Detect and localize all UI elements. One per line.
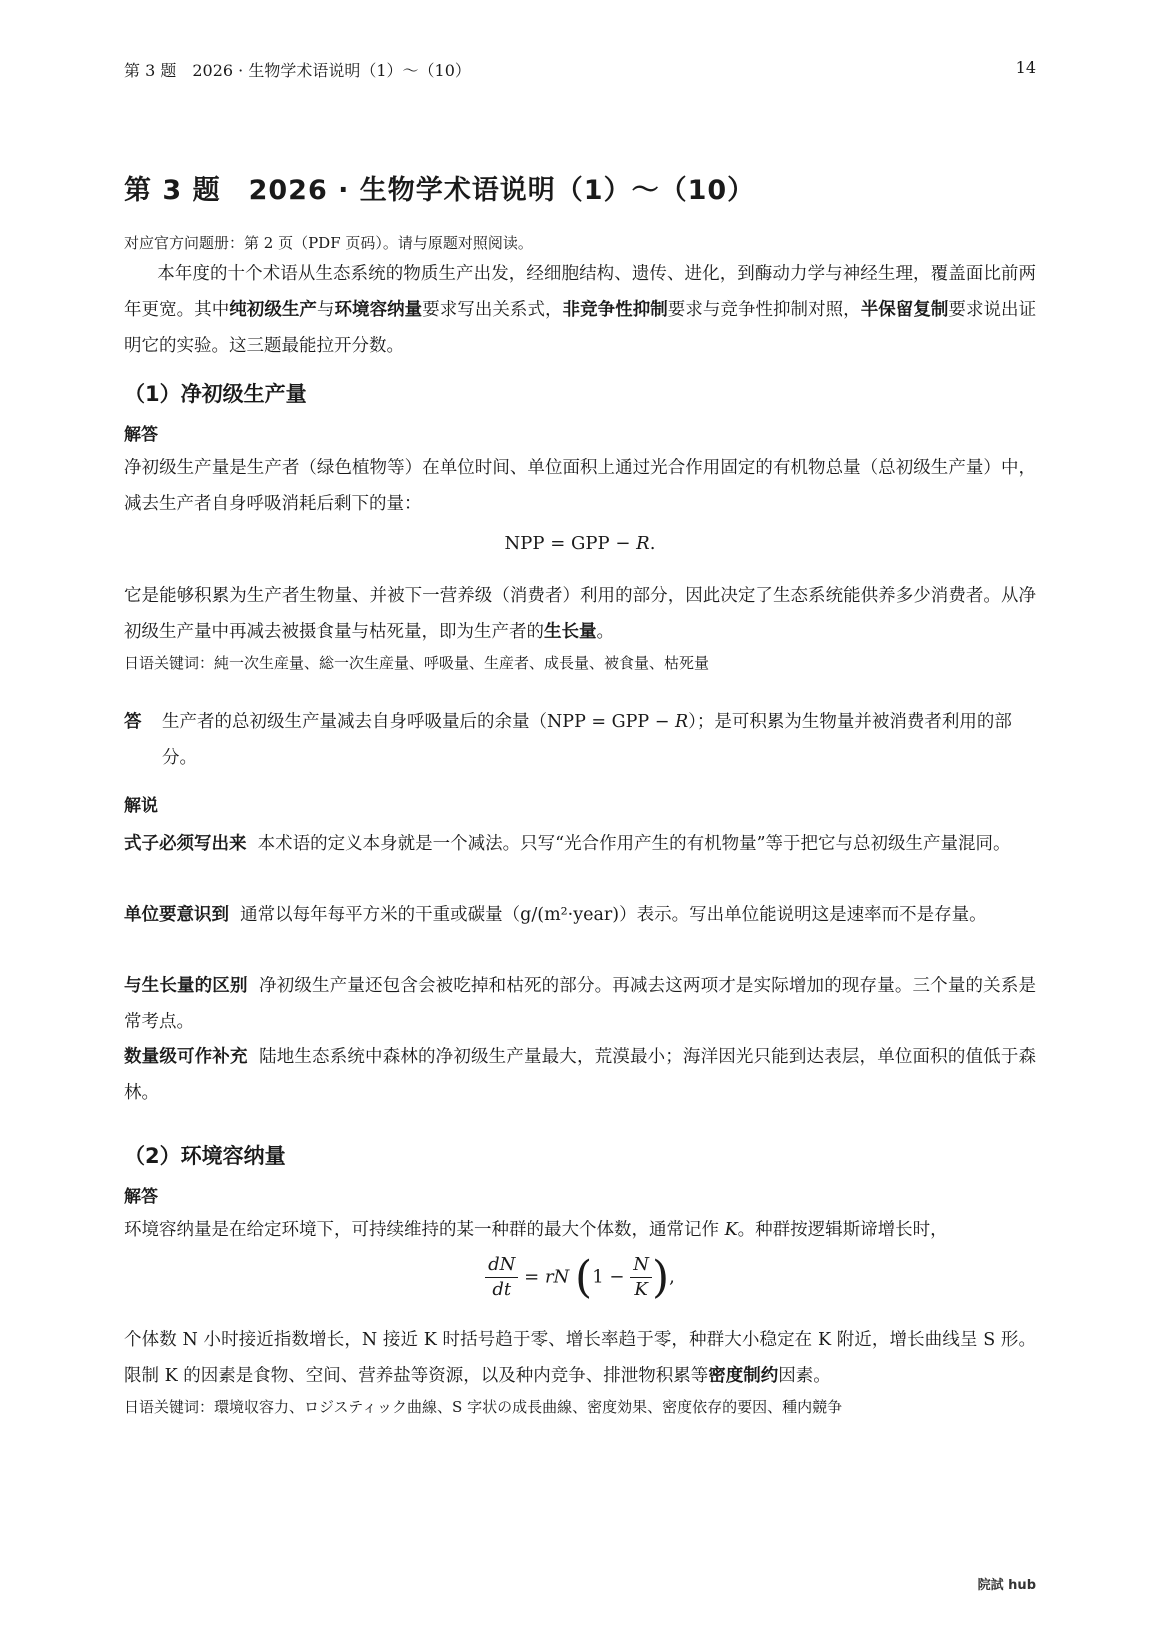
section-1-answer-label: 解答 xyxy=(124,425,158,445)
explain-point xyxy=(124,1039,1036,1111)
section-2-heading: （2）环境容纳量 xyxy=(124,1144,286,1168)
section-2-keywords: 日语关键词：環境収容力、ロジスティック曲線、S 字状の成長曲線、密度効果、密度依存的要因、種内競争 xyxy=(124,1398,843,1416)
intro-text: 与 xyxy=(316,300,335,320)
density-term: 密度制约 xyxy=(708,1366,779,1386)
section-1-answer xyxy=(124,704,1036,776)
page-title: 第 3 题 2026 · 生物学术语说明（1）～（10） xyxy=(124,175,756,206)
explain-point-label: 与生长量的区别 xyxy=(124,976,248,996)
answer-text: 生产者的总初级生产量减去自身呼吸量后的余量（NPP = GPP − R）；是可积累为生物量并被消费者利用的部分。 xyxy=(162,712,1012,768)
running-header xyxy=(124,58,1036,82)
section-2-paragraph-2: 个体数 N 小时接近指数增长，N 接近 K 时括号趋于零、增长率趋于零，种群大小稳定在 K 附近，增长曲线呈 S 形。限制 K 的因素是食物、空间、营养盐等资源，以及种内竞争、排泄物积累等密度制约因素。 xyxy=(124,1330,1036,1386)
page-number: 14 xyxy=(1015,58,1036,77)
section-2-answer-label: 解答 xyxy=(124,1187,158,1207)
intro-term: 非竞争性抑制 xyxy=(562,300,668,320)
section-1-explain-label: 解说 xyxy=(124,796,158,816)
intro-text: 要求说出证明它的实验。这三题最能拉开分数。 xyxy=(124,300,1037,356)
section-1-keywords: 日语关键词：純一次生産量、総一次生産量、呼吸量、生産者、成長量、被食量、枯死量 xyxy=(124,654,710,672)
intro-text: 本年度的十个术语从生态系统的物质生产出发，经细胞结构、遗传、进化，到酶动力学与神经生理，覆盖面比前两年更宽。其中 xyxy=(124,264,1036,320)
answer-mark: 答 xyxy=(124,712,142,732)
intro-term: 环境容纳量 xyxy=(334,300,423,320)
logistic-equation: $\frac{dN}{dt}$ = rN (1 − $\frac{N}{K}$ ), xyxy=(124,1252,1036,1303)
fraction-dn-dt: $\frac{dN}{dt}$ xyxy=(485,1253,518,1302)
section-1-paragraph-2: 它是能够积累为生产者生物量、并被下一营养级（消费者）利用的部分，因此决定了生态系统能供养多少消费者。从净初级生产量中再减去被摄食量与枯死量，即为生产者的生长量。 xyxy=(124,586,1036,642)
source-note: 对应官方问题册：第 2 页（PDF 页码）。请与原题对照阅读。 xyxy=(124,234,533,252)
explain-point-text: 本术语的定义本身就是一个减法。只写“光合作用产生的有机物量”等于把它与总初级生产量混同。 xyxy=(257,834,1011,854)
explain-point xyxy=(124,968,1036,1040)
intro-term: 纯初级生产 xyxy=(229,300,317,320)
intro-text: 要求写出关系式， xyxy=(422,300,563,320)
section-1-heading: （1）净初级生产量 xyxy=(124,382,307,406)
growth-term: 生长量 xyxy=(544,622,597,642)
explain-point-text: 通常以每年每平方米的干重或碳量（g/(m²·year)）表示。写出单位能说明这是速率而不是存量。 xyxy=(240,905,987,925)
explain-point xyxy=(124,826,1036,862)
explain-point-label: 数量级可作补充 xyxy=(124,1047,248,1067)
npp-formula: NPP = GPP − R. xyxy=(504,533,656,554)
fraction-n-k: $\frac{N}{K}$ xyxy=(630,1253,652,1302)
section-2-definition: 环境容纳量是在给定环境下，可持续维持的某一种群的最大个体数，通常记作 K。种群按逻辑斯谛增长时， xyxy=(124,1220,948,1240)
explain-point-label: 式子必须写出来 xyxy=(124,834,247,854)
section-1-definition: 净初级生产量是生产者（绿色植物等）在单位时间、单位面积上通过光合作用固定的有机物总量（总初级生产量）中，减去生产者自身呼吸消耗后剩下的量： xyxy=(124,458,1036,514)
footer-brand: 院試 hub xyxy=(977,1578,1036,1593)
explain-point xyxy=(124,897,1036,933)
intro-text: 要求与竞争性抑制对照， xyxy=(667,300,861,320)
explain-point-text: 陆地生态系统中森林的净初级生产量最大，荒漠最小；海洋因光只能到达表层，单位面积的值低于森林。 xyxy=(124,1047,1036,1103)
intro-term: 半保留复制 xyxy=(860,300,949,320)
intro-paragraph xyxy=(124,256,1036,364)
explain-point-label: 单位要意识到 xyxy=(124,905,229,925)
running-header-title: 第 3 题 2026 · 生物学术语说明（1）～（10） xyxy=(124,61,471,80)
explain-point-text: 净初级生产量还包含会被吃掉和枯死的部分。再减去这两项才是实际增加的现存量。三个量的关系是常考点。 xyxy=(124,976,1036,1032)
